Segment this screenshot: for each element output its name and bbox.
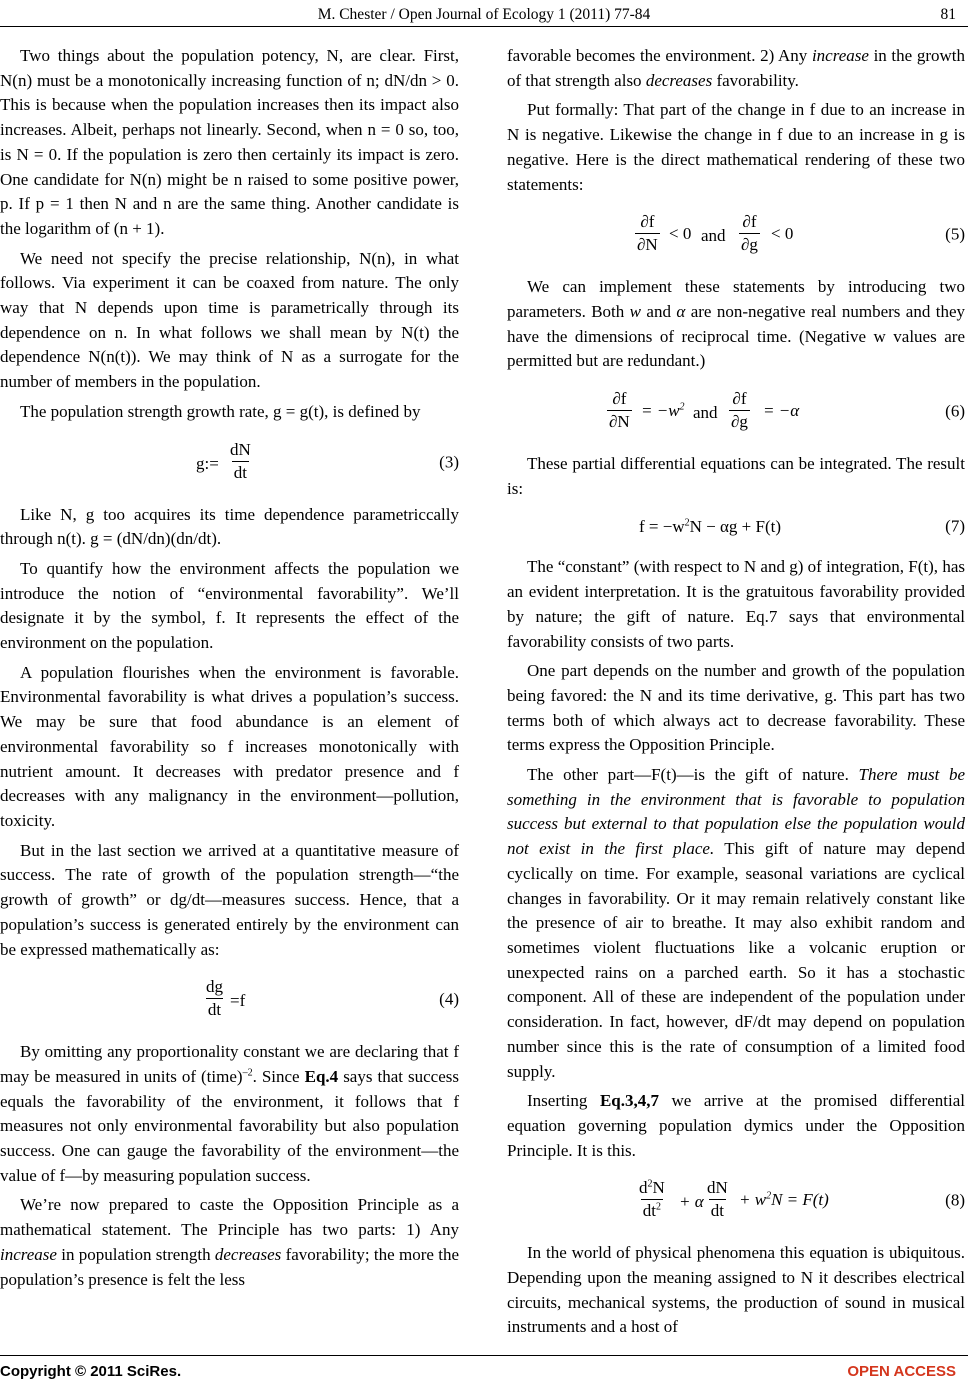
paragraph: Put formally: That part of the change in f due to an increase in N is negative. Likewise the change in f due to an increase in g is negative. Here is the direct mathematical rendering of these two statements: [507,100,965,194]
eq5-numerator-2: ∂f [742,212,757,232]
symbol-alpha: α [676,301,686,321]
text: By omitting any proportionality constant we are declaring that f may be measured in units of (time) [0,1042,459,1086]
eq8-fraction-1 [637,1177,667,1222]
equation-4 [0,970,459,1030]
eq8-numerator-1 [637,1177,667,1199]
text: Inserting [527,1091,600,1111]
paragraph: To quantify how the environment affects the population we introduce the notion of “environmental favorability”. We’ll designate it by the symbol, f. It represents the effect of the environment on the population. [0,558,459,653]
paragraph: Like N, g too acquires its time dependence parametriccally through n(t). g = (dN/dn)(dn/dt). [0,504,459,549]
equation-7 [507,509,965,545]
eq5-fraction-1 [635,211,660,256]
emphasis: decreases [214,1244,282,1264]
eq6-rhs-2: = −α [763,401,800,421]
equation-6 [507,382,965,442]
right-column [507,44,965,1345]
text: favorability. [712,70,799,90]
eq3-numerator: dN [230,439,251,459]
eq5-label: (5) [945,224,965,244]
eq6-denominator-2: ∂g [731,412,748,432]
eq6-fraction-2 [729,388,750,433]
text: says that success equals the favorability of the environment, it follows that f measures not only environmental favorability but also population success. One can gauge the favorability of the environment—the value of f—by measuring population success. [0,1066,459,1185]
eq4-label: (4) [439,989,459,1009]
eq6-and: and [693,403,718,423]
text: dt [642,1201,656,1221]
paragraph [507,1089,965,1163]
eq5-denominator-2: ∂g [741,235,758,255]
superscript: 2 [647,1178,653,1190]
paragraph: The population strength growth rate, g = g(t), is defined by [20,401,421,421]
equation-ref: Eq.4 [304,1066,339,1086]
emphasis: There must be something in the environment that is favorable to population success but external to that population else the population would not exist in the first place. [507,765,965,859]
eq6-rhs-1 [641,399,685,424]
paragraph [507,44,965,93]
page-number: 81 [940,6,956,23]
eq5-relation-1: < 0 [669,224,692,244]
running-header: M. Chester / Open Journal of Ecology 1 (2011) 77-84 [317,6,651,23]
text: favorability; the more the population’s presence is felt the less [0,1244,459,1289]
paragraph: The “constant” (with respect to N and g) of integration, F(t), has an evident interpretation. It is the gratuitous favorability provided by nature; the gift of nature. Eq.7 says that environmental favorability consists of two parts. [507,557,965,651]
paragraph [507,275,965,374]
copyright-notice: Copyright © 2011 SciRes. [0,1363,182,1380]
text: we arrive at the promised differential equation governing population dymics under the Opposition Principle. It is this. [507,1091,965,1160]
eq8-numerator-2: dN [707,1178,728,1198]
text: f = −w [639,517,685,537]
eq5-numerator-1: ∂f [640,212,655,232]
text: = −w [641,401,680,421]
text: are non-negative real numbers and they have the dimensions of reciprocal time. (Negative w values are permitted but are redundant.) [507,301,965,371]
eq8-fraction-2 [705,1177,730,1222]
eq3-fraction [228,439,253,484]
symbol-w: w [629,301,642,321]
text: This gift of nature may depend cyclically on time. For example, seasonal variations are cyclical changes in favorability. Or it may remain relatively constant like the presence of air to breathe. It may also exhibit random and sometimes violent fluctuations like a volcanic eruption or unexpected rains on a parched earth. So it has a stochastic component. All of these are independent of the population under consideration. In fact, however, dF/dt may depend on population number since this is the rate of consumption of a limited food supply. [507,839,965,1081]
eq6-numerator-2: ∂f [732,389,747,409]
equation-ref: Eq.3,4,7 [599,1091,659,1111]
eq8-label: (8) [945,1190,965,1210]
paragraph: These partial differential equations can be integrated. The result is: [507,454,965,498]
paragraph: In the world of physical phenomena this equation is ubiquitous. Depending upon the meaning assigned to N it describes electrical circuits, mechanical systems, the production of sound in musical instruments and a host of [507,1243,965,1337]
text: favorable becomes the environment. 2) Any [507,46,812,65]
text: + w [739,1190,767,1210]
equation-5 [507,205,965,265]
text: The other part—F(t)—is the gift of nature. [527,765,859,785]
eq7-expression [639,515,781,540]
footer-rule [0,1355,968,1356]
eq4-rhs: =f [230,991,246,1011]
text: d [639,1178,648,1198]
eq6-numerator-1: ∂f [612,389,627,409]
text: We’re now prepared to caste the Opposition Principle as a mathematical statement. The Principle has two parts: 1) Any [0,1195,459,1240]
eq3-lhs: g:= [196,453,219,473]
paragraph: We need not specify the precise relationship, N(n), in what follows. Via experiment it can be coaxed from nature. The only way that N depends upon time is parametrically through its dependence on n. In what follows we shall mean by N(t) the dependence N(n(t)). We may think of N as a surrogate for the number of members in the population. [0,248,459,392]
eq5-fraction-2 [739,211,760,256]
eq5-and: and [701,226,726,246]
eq4-denominator: dt [207,1000,222,1020]
eq6-denominator-1: ∂N [609,412,630,432]
superscript: 2 [656,1201,661,1213]
eq4-fraction [204,976,225,1021]
eq3-label: (3) [439,452,459,472]
paragraph: Two things about the population potency, N, are clear. First, N(n) must be a monotonically increasing function of n; dN/dn > 0. This is because when the population increases then its impact also increases. Albeit, perhaps not linearly. Second, when n = 0 so, too, is N = 0. If the population is zero then certainly its impact is zero. One candidate for N(n) might be n raised to some positive power, p. If p = 1 then N and n are the same thing. Another candidate is the logarithm of (n + 1). [0,46,459,238]
eq5-denominator-1: ∂N [637,235,658,255]
eq5-relation-2: < 0 [771,224,794,244]
eq4-numerator: dg [206,977,223,997]
paragraph [0,1040,459,1188]
eq3-denominator: dt [233,462,247,482]
paragraph: But in the last section we arrived at a quantitative measure of success. The rate of growth of the population strength—“the growth of growth” or dg/dt—measures success. Hence, that a population’s success is generated entirely by the environment can be expressed mathematically as: [0,840,459,959]
eq8-plus-alpha: + α [679,1192,704,1212]
text: in the growth of that strength also [507,46,965,90]
eq8-denominator-1 [641,1199,663,1222]
text: N = F(t) [771,1190,829,1210]
open-access-label: OPEN ACCESS [847,1363,956,1380]
paragraph [0,1193,459,1292]
paragraph: One part depends on the number and growth of the population being favored: the N and its time derivative, g. This part has two terms both of which always act to decrease favorability. These terms express the Opposition Principle. [507,661,965,755]
text: N [652,1178,665,1198]
equation-3 [0,433,459,493]
superscript: 2 [766,1190,772,1202]
superscript: –2 [242,1067,253,1079]
eq6-fraction-1 [607,388,632,433]
superscript: 2 [684,517,690,529]
paragraph: A population flourishes when the environment is favorable. Environmental favorability is what drives a population’s success. We may be sure that food abundance is an element of environmental favorability so f increases monotonically with nutrient amount. It decreases with predator presence and f decreases with any malignancy in the environment—pollution, toxicity. [0,662,459,830]
text: N − αg + F(t) [689,517,781,537]
text: . Since [252,1066,305,1086]
emphasis: increase [811,46,869,65]
header-rule [0,26,968,27]
superscript: 2 [679,401,685,413]
eq7-label: (7) [945,517,965,537]
text: We can implement these statements by introducing two parameters. Both [507,277,965,321]
paragraph [507,763,965,1084]
emphasis: increase [0,1244,57,1264]
text: and [641,301,677,321]
emphasis: decreases [645,70,713,90]
text: in population strength [56,1244,215,1264]
eq8-denominator-2: dt [710,1201,724,1221]
left-column [0,44,459,1297]
eq8-tail [739,1188,829,1213]
equation-8 [507,1171,965,1231]
eq6-label: (6) [945,401,965,421]
